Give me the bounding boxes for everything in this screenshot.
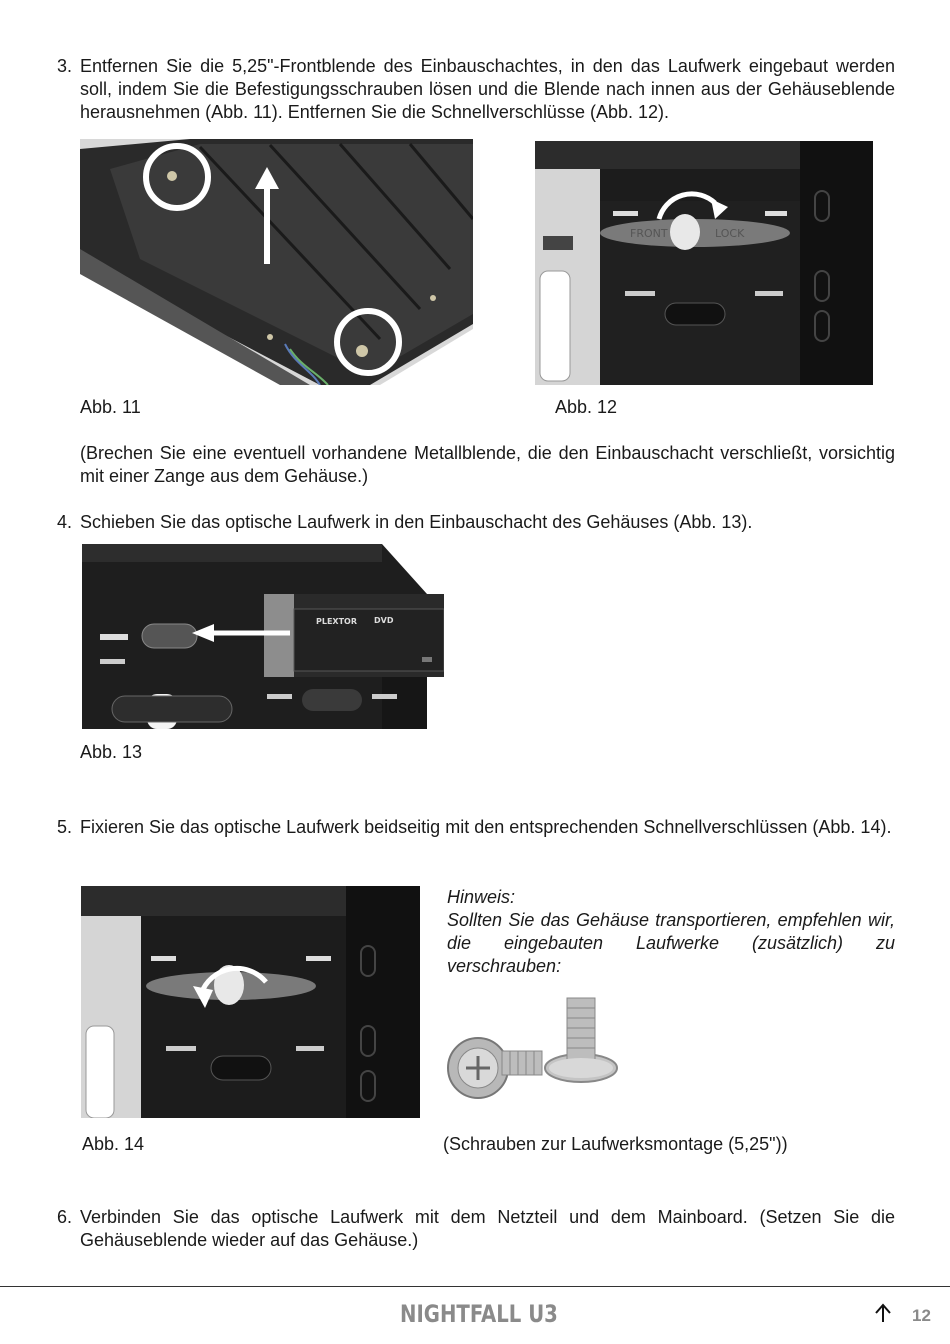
step-6 [57,1206,895,1252]
figure-12-caption: Abb. 12 [555,397,618,417]
page-number: 12 [912,1306,931,1325]
step-number: 4. [57,512,73,532]
hint-title: Hinweis: [447,887,516,907]
hint-text: Sollten Sie das Gehäuse transportieren, empfehlen wir, die eingebauten Laufwerke (zusätzlich) zu verschrauben: [447,910,895,976]
screws-photo [446,993,628,1121]
footer-divider [0,1286,950,1287]
step-text: Fixieren Sie das optische Laufwerk beidseitig mit den entsprechenden Schnellverschlüssen (Abb. 14). [80,817,892,837]
step-number: 6. [57,1207,73,1227]
figure-14-photo [81,886,420,1118]
step-number: 3. [57,56,73,76]
figure-14-caption: Abb. 14 [82,1134,145,1154]
figure-12-photo [535,141,873,385]
lock-label: LOCK [715,227,745,240]
figure-13-photo [82,544,444,729]
figure-13-caption: Abb. 13 [80,742,143,762]
arrow-up-icon[interactable] [873,1302,893,1329]
drive-logo: DVD [374,616,394,625]
step-3 [57,55,895,124]
metal-plate-note: (Brechen Sie eine eventuell vorhandene Metallblende, die den Einbauschacht verschließt, vorsichtig mit einer Zange aus dem Gehäuse.) [80,443,895,486]
step-5 [57,816,895,839]
step-4 [57,511,895,534]
step-text: Entfernen Sie die 5,25"-Frontblende des Einbauschachtes, in den das Laufwerk eingebaut werden soll, indem Sie die Befestigungsschrauben lösen und die Blende nach innen aus der Gehäuseblende herausnehmen (Abb. 11). Entfernen Sie die Schnellverschlüsse (Abb. 12). [80,56,895,122]
figure-11-caption: Abb. 11 [80,397,141,417]
drive-brand: PLEXTOR [316,617,358,626]
front-label: FRONT [630,227,668,240]
footer-logo: NIGHTFALL U3 [400,1300,558,1328]
screws-caption: (Schrauben zur Laufwerksmontage (5,25")) [443,1134,788,1154]
step-text: Schieben Sie das optische Laufwerk in den Einbauschacht des Gehäuses (Abb. 13). [80,512,753,532]
step-number: 5. [57,817,73,837]
hint-box [447,886,895,978]
figure-11-photo [80,139,473,385]
step-text: Verbinden Sie das optische Laufwerk mit dem Netzteil und dem Mainboard. (Setzen Sie die Gehäuseblende wieder auf das Gehäuse.) [80,1207,895,1250]
